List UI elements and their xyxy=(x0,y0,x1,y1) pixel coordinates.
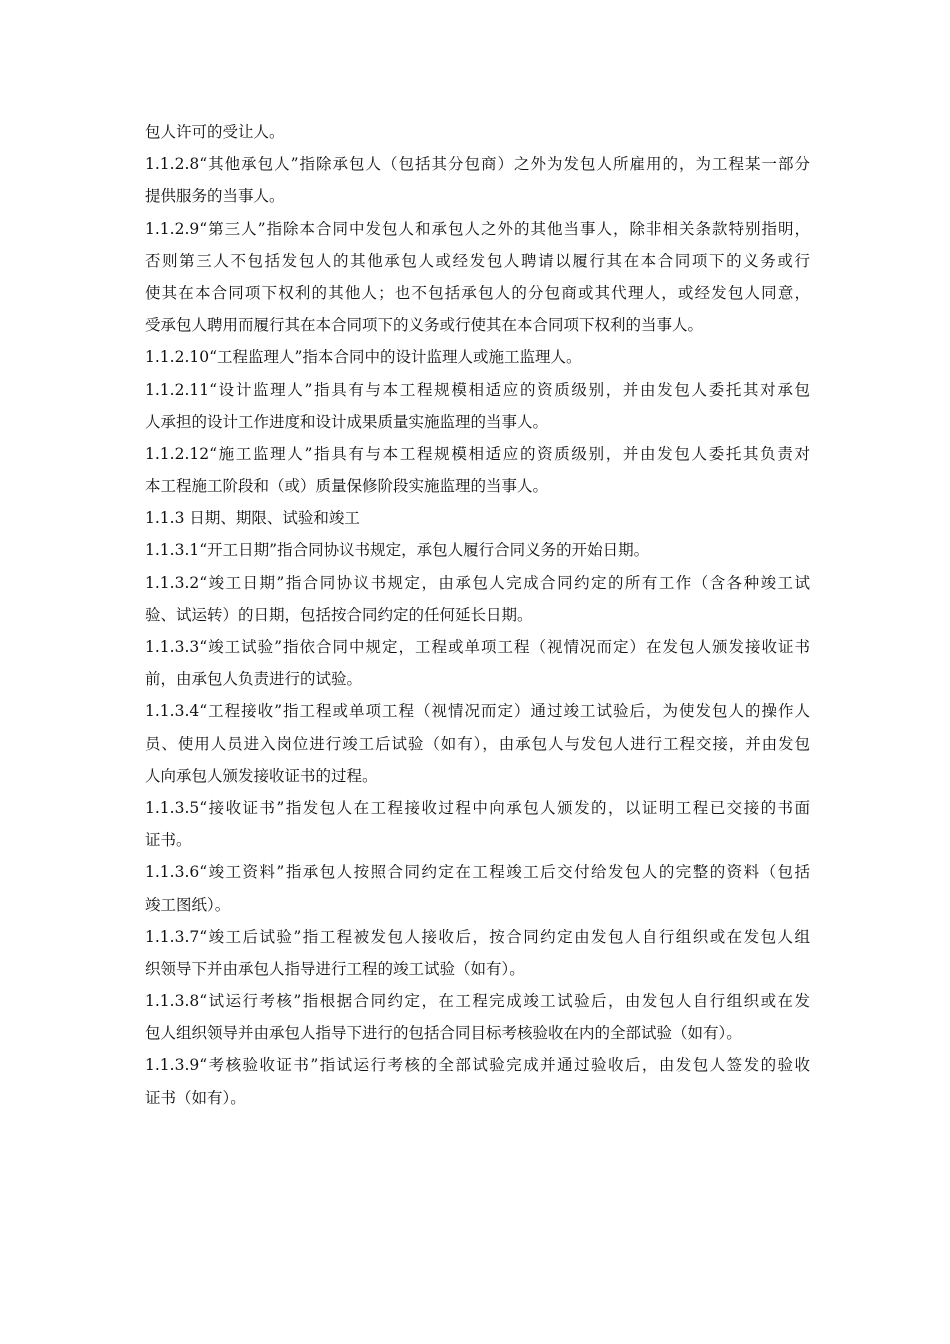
text-line: 1.1.3.3“竣工试验”指依合同中规定，工程或单项工程（视情况而定）在发包人颁发接收证书 xyxy=(145,638,810,656)
text-line: 本工程施工阶段和（或）质量保修阶段实施监理的当事人。 xyxy=(145,477,549,496)
text-line: 包人许可的受让人。 xyxy=(145,123,285,141)
text-line: 人向承包人颁发接收证书的过程。 xyxy=(145,766,378,785)
text-line: 包人组织领导并由承包人指导下进行的包括合同目标考核验收在内的全部试验（如有）。 xyxy=(145,1024,742,1043)
text-line: 1.1.3.1“开工日期”指合同协议书规定，承包人履行合同义务的开始日期。 xyxy=(145,541,650,560)
text-line: 1.1.3.4“工程接收”指工程或单项工程（视情况而定）通过竣工试验后，为使发包人的操作人 xyxy=(145,702,810,721)
text-line: 1.1.3.2“竣工日期”指合同协议书规定，由承包人完成合同约定的所有工作（含各种竣工试 xyxy=(145,573,810,592)
text-line: 前，由承包人负责进行的试验。 xyxy=(145,670,363,689)
text-line: 1.1.2.12“施工监理人”指具有与本工程规模相适应的资质级别，并由发包人委托其负责对 xyxy=(145,444,810,463)
text-line: 使其在本合同项下权利的其他人；也不包括承包人的分包商或其代理人，或经发包人同意， xyxy=(145,283,810,302)
text-line: 1.1.3.8“试运行考核”指根据合同约定，在工程完成竣工试验后，由发包人自行组织或在发 xyxy=(145,992,810,1011)
text-line: 证书（如有）。 xyxy=(145,1088,246,1107)
text-line: 1.1.3.5“接收证书”指发包人在工程接收过程中向承包人颁发的，以证明工程已交接的书面 xyxy=(145,798,810,817)
section-heading: 1.1.3 日期、期限、试验和竣工 xyxy=(145,509,360,528)
text-line: 受承包人聘用而履行其在本合同项下的义务或行使其在本合同项下权利的当事人。 xyxy=(145,316,704,335)
text-line: 1.1.2.8“其他承包人”指除承包人（包括其分包商）之外为发包人所雇用的，为工程某一部分 xyxy=(145,155,810,174)
text-line: 1.1.2.9“第三人”指除本合同中发包人和承包人之外的其他当事人，除非相关条款特别指明， xyxy=(145,219,810,238)
text-line: 提供服务的当事人。 xyxy=(145,187,285,206)
document-body xyxy=(145,116,810,1114)
text-line: 验、试运转）的日期，包括按合同约定的任何延长日期。 xyxy=(145,605,533,624)
text-line: 1.1.2.10“工程监理人”指本合同中的设计监理人或施工监理人。 xyxy=(145,348,582,367)
text-line: 1.1.3.7“竣工后试验”指工程被发包人接收后，按合同约定由发包人自行组织或在发包人组 xyxy=(145,927,810,946)
text-line: 人承担的设计工作进度和设计成果质量实施监理的当事人。 xyxy=(145,412,549,431)
text-line: 1.1.3.9“考核验收证书”指试运行考核的全部试验完成并通过验收后，由发包人签发的验收 xyxy=(145,1056,810,1075)
text-line: 否则第三人不包括发包人的其他承包人或经发包人聘请以履行其在本合同项下的义务或行 xyxy=(145,251,810,270)
text-line: 竣工图纸）。 xyxy=(145,895,231,914)
text-line: 员、使用人员进入岗位进行竣工后试验（如有），由承包人与发包人进行工程交接，并由发包 xyxy=(145,734,810,753)
text-line: 1.1.2.11“设计监理人”指具有与本工程规模相适应的资质级别，并由发包人委托其对承包 xyxy=(145,380,810,399)
text-line: 证书。 xyxy=(145,831,192,850)
text-line: 织领导下并由承包人指导进行工程的竣工试验（如有）。 xyxy=(145,959,525,978)
text-line: 1.1.3.6“竣工资料”指承包人按照合同约定在工程竣工后交付给发包人的完整的资料（包括 xyxy=(145,863,810,882)
